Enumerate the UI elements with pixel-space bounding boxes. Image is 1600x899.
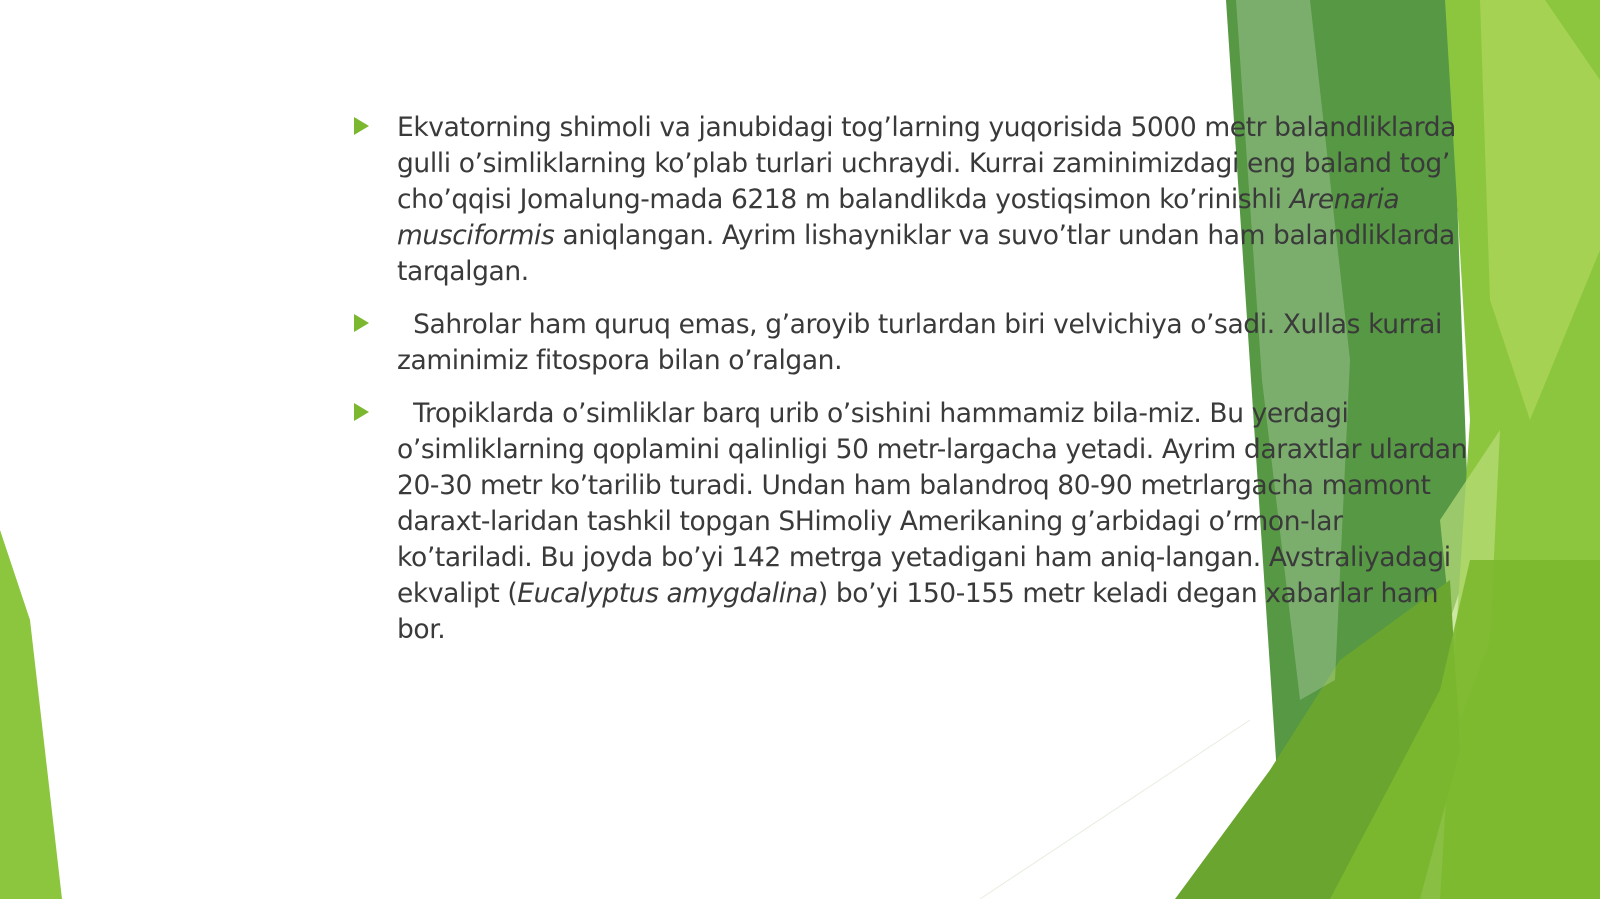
bullet-list [350, 110, 1480, 665]
green-triangle-bullet-icon [354, 314, 369, 332]
left-green-sliver [0, 530, 62, 899]
italic-species-name: Arenaria musciformis [397, 184, 1400, 251]
paragraph-3-text: Tropiklarda o’simliklar barq urib o’sishini hammamiz bila-miz. Bu yerdagi o’simliklarning qoplamini qalinligi 50 metr-largacha yetadi. Ayrim daraxtlar ulardan 20-30 metr ko’tarilib turadi. Undan ham balandroq 80-90 metrlargacha mamont daraxt-laridan tashkil topgan SHimoliy Amerikaning g’arbidagi o’rmon-lar ko’tariladi. Bu joyda bo’yi 142 metrga yetadigani ham aniq-langan. Avstraliyadagi ekvalipt (Eucalyptus amygdalina) bo’yi 150-155 metr keladi degan xabarlar ham bor. [397, 398, 1476, 645]
green-triangle-bullet-icon [354, 117, 369, 135]
italic-species-name: Eucalyptus amygdalina [517, 578, 818, 609]
list-item [350, 396, 1480, 648]
green-triangle-bullet-icon [354, 403, 369, 421]
list-item [350, 307, 1480, 379]
list-item [350, 110, 1480, 290]
paragraph-2-text: Sahrolar ham quruq emas, g’aroyib turlardan biri velvichiya o’sadi. Xullas kurrai zaminimiz fitospora bilan o’ralgan. [397, 309, 1450, 376]
paragraph-1-text: Ekvatorning shimoli va janubidagi tog’larning yuqorisida 5000 metr balandliklarda gulli o’simliklarning ko’plab turlari uchraydi. Kurrai zaminimizdagi eng baland tog’ cho’qqisi Jomalung-mada 6218 m balandlikda yostiqsimon ko’rinishli Arenaria musciformis aniqlangan. Ayrim lishayniklar va suvo’tlar undan ham balandliklarda tarqalgan. [397, 112, 1457, 287]
